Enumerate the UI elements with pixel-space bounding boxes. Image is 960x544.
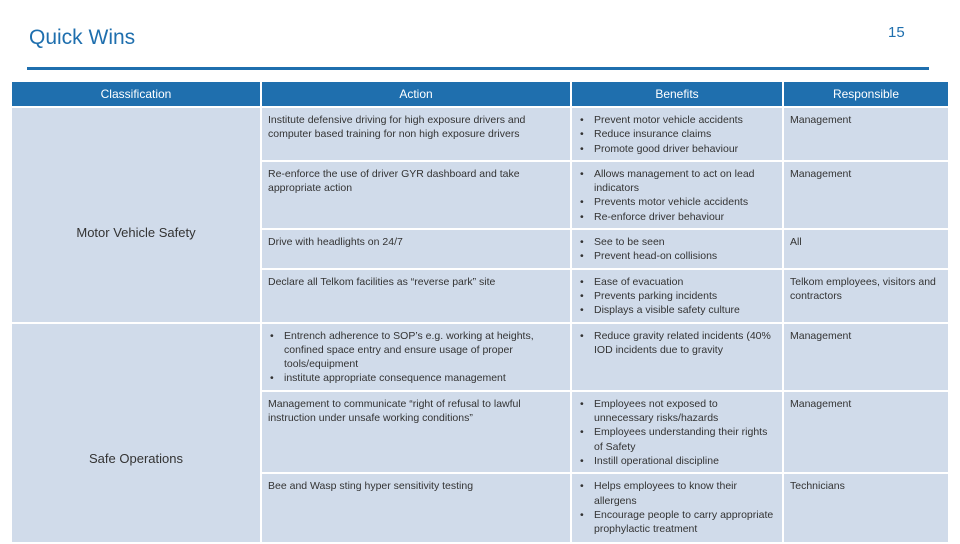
action-cell: Bee and Wasp sting hyper sensitivity testing [261, 473, 571, 543]
group-label: Motor Vehicle Safety [76, 225, 196, 240]
action-item: • Entrench adherence to SOP’s e.g. working at heights, confined space entry and ensure usage of proper tools/equipment [268, 329, 564, 372]
benefit-item: • Prevent head-on collisions [578, 249, 776, 263]
action-cell: Drive with headlights on 24/7 [261, 229, 571, 269]
benefit-item: • Reduce gravity related incidents (40% IOD incidents due to gravity [578, 329, 776, 358]
benefits-cell [571, 161, 783, 229]
action-cell: Re-enforce the use of driver GYR dashboard and take appropriate action [261, 161, 571, 229]
benefit-item: • Instill operational discipline [578, 454, 776, 468]
header-responsible: Responsible [783, 81, 949, 107]
page-number: 15 [888, 24, 905, 41]
table-row [11, 323, 949, 391]
benefit-item: • Helps employees to know their allergens [578, 479, 776, 508]
responsible-cell: Technicians [783, 473, 949, 543]
benefit-item: • Prevent motor vehicle accidents [578, 113, 776, 127]
responsible-cell: Telkom employees, visitors and contractors [783, 269, 949, 323]
benefit-item: • Reduce insurance claims [578, 127, 776, 141]
action-item: • institute appropriate consequence management [268, 371, 564, 385]
header-action: Action [261, 81, 571, 107]
benefit-item: • Prevents motor vehicle accidents [578, 195, 776, 209]
title-underline [27, 67, 929, 70]
group-label: Safe Operations [89, 450, 183, 466]
benefit-item: • Prevents parking incidents [578, 289, 776, 303]
table-header-row [11, 81, 949, 107]
benefit-item: • Re-enforce driver behaviour [578, 210, 776, 224]
action-cell: Declare all Telkom facilities as “reverse park” site [261, 269, 571, 323]
table-row [11, 107, 949, 161]
benefit-item: • Ease of evacuation [578, 275, 776, 289]
benefits-cell [571, 229, 783, 269]
responsible-cell: Management [783, 391, 949, 473]
group-motor-vehicle-safety [11, 107, 261, 323]
benefits-cell [571, 473, 783, 543]
page-title: Quick Wins [29, 26, 136, 49]
action-cell [261, 323, 571, 391]
benefit-item: • Promote good driver behaviour [578, 142, 776, 156]
benefits-cell [571, 269, 783, 323]
responsible-cell: Management [783, 161, 949, 229]
action-cell: Institute defensive driving for high exposure drivers and computer based training for non high exposure drivers [261, 107, 571, 161]
responsible-cell: Management [783, 107, 949, 161]
responsible-cell: Management [783, 323, 949, 391]
benefit-item: • Employees understanding their rights of Safety [578, 425, 776, 454]
benefit-item: • Allows management to act on lead indicators [578, 167, 776, 196]
benefits-cell [571, 391, 783, 473]
quick-wins-table [10, 80, 950, 544]
benefit-item: • Displays a visible safety culture [578, 303, 776, 317]
action-cell: Management to communicate “right of refusal to lawful instruction under unsafe working conditions” [261, 391, 571, 473]
benefit-item: • Encourage people to carry appropriate prophylactic treatment [578, 508, 776, 537]
benefit-item: • See to be seen [578, 235, 776, 249]
header-classification: Classification [11, 81, 261, 107]
responsible-cell: All [783, 229, 949, 269]
benefit-item: • Employees not exposed to unnecessary risks/hazards [578, 397, 776, 426]
header-benefits: Benefits [571, 81, 783, 107]
benefits-cell [571, 107, 783, 161]
benefits-cell [571, 323, 783, 391]
group-safe-operations [11, 323, 261, 544]
